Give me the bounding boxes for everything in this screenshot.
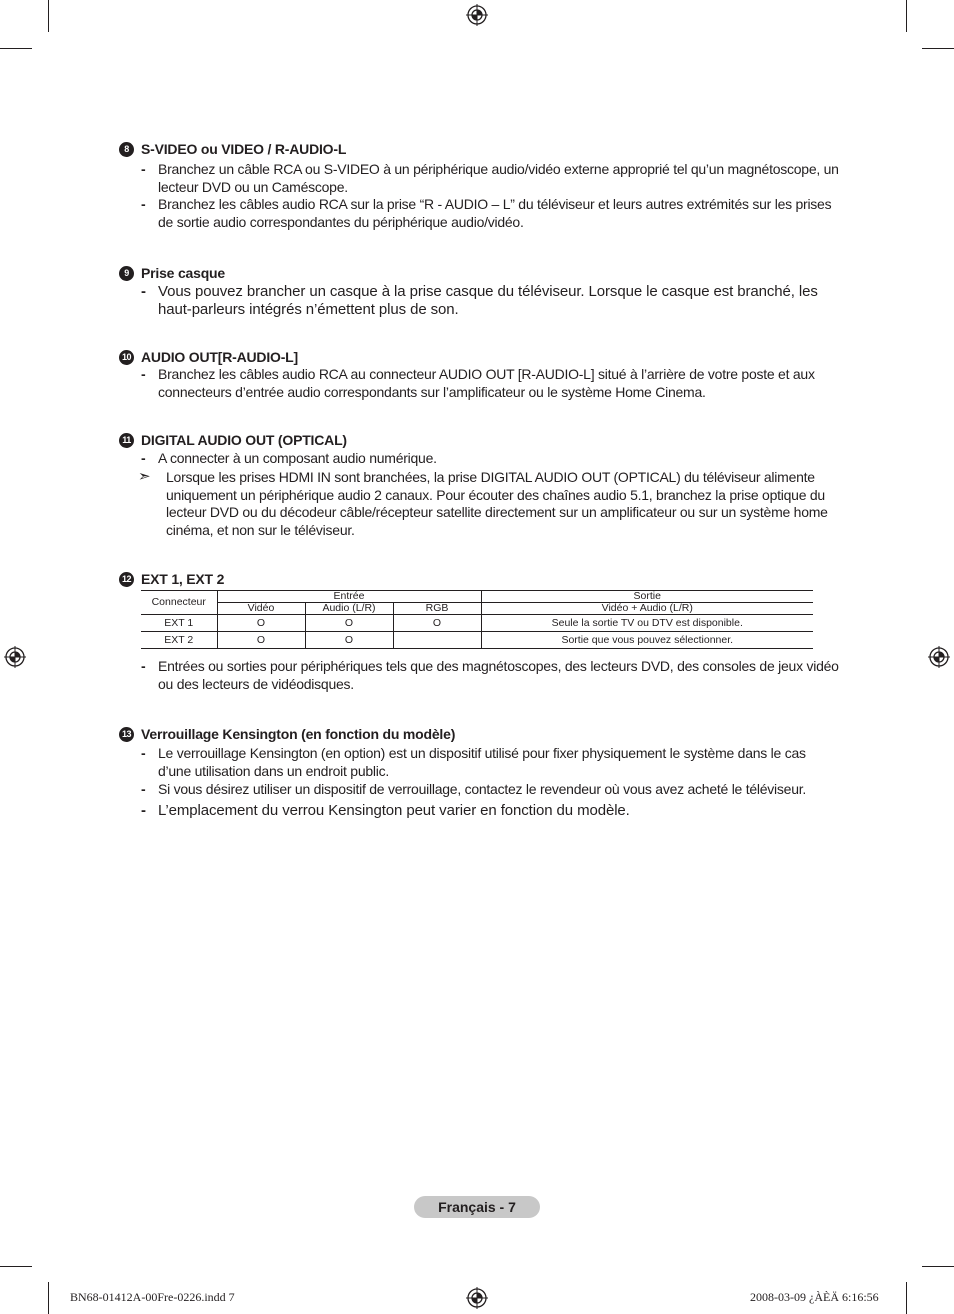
table-header-row <box>141 591 813 603</box>
section-title: Verrouillage Kensington (en fonction du modèle) <box>141 726 456 742</box>
list-item: - Si vous désirez utiliser un dispositif de verrouillage, contactez le revendeur où vous avez acheté le téléviseur. <box>141 781 841 799</box>
note-text: Lorsque les prises HDMI IN sont branchées, la prise DIGITAL AUDIO OUT (OPTICAL) du téléviseur alimente uniquement un périphérique audio 2 canaux. Pour écouter des chaînes audio 5.1, branchez la prise optique du lecteur DVD ou du décodeur câble/récepteur satellite directement sur un amplificateur ou sur un système home cinéma, et non sur le téléviseur. <box>166 469 828 538</box>
table-cell: O <box>305 632 393 649</box>
section-number-badge: 8 <box>119 142 134 157</box>
registration-mark-icon <box>466 4 488 26</box>
list-item: - Branchez les câbles audio RCA au connecteur AUDIO OUT [R-AUDIO-L] situé à l’arrière de votre poste et aux connecteurs d’entrée audio correspondants sur l’amplificateur ou le système Home Cinema. <box>141 366 841 401</box>
section-number-badge: 11 <box>119 433 134 448</box>
list-item-text: Vous pouvez brancher un casque à la prise casque du téléviseur. Lorsque le casque est branché, les haut-parleurs intégrés n’émettent plus de son. <box>158 283 818 318</box>
list-item-text: Si vous désirez utiliser un dispositif de verrouillage, contactez le revendeur où vous avez acheté le téléviseur. <box>158 781 807 797</box>
list-item-text: Entrées ou sorties pour périphériques tels que des magnétoscopes, des lecteurs DVD, des consoles de jeux vidéo ou des lecteurs de vidéodisques. <box>158 658 839 692</box>
section-number-badge: 13 <box>119 727 134 742</box>
table-header-cell: Audio (L/R) <box>305 603 393 615</box>
list-item-text: A connecter à un composant audio numérique. <box>158 450 437 466</box>
list-item: - Vous pouvez brancher un casque à la prise casque du téléviseur. Lorsque le casque est branché, les haut-parleurs intégrés n’émettent plus de son. <box>141 283 841 319</box>
list-item: - Entrées ou sorties pour périphériques tels que des magnétoscopes, des lecteurs DVD, des consoles de jeux vidéo ou des lecteurs de vidéodisques. <box>141 658 841 693</box>
table-header-row <box>141 603 813 615</box>
table-header-cell: Connecteur <box>141 591 217 615</box>
registration-mark-icon <box>466 1287 488 1309</box>
section-title: DIGITAL AUDIO OUT (OPTICAL) <box>141 432 347 448</box>
table-row <box>141 632 813 649</box>
section-number-badge: 12 <box>119 572 134 587</box>
section-number-badge: 10 <box>119 350 134 365</box>
note-arrow-icon: ➣ <box>138 468 151 485</box>
section-heading-kensington <box>119 726 455 742</box>
table-header-cell: Sortie <box>481 591 813 603</box>
crop-mark <box>0 48 32 49</box>
section-number-badge: 9 <box>119 266 134 281</box>
section-heading-prise-casque <box>119 265 225 281</box>
crop-mark <box>906 0 907 32</box>
table-cell: Sortie que vous pouvez sélectionner. <box>481 632 813 649</box>
crop-mark <box>48 0 49 32</box>
slug-filename: BN68-01412A-00Fre-0226.indd 7 <box>70 1290 235 1304</box>
section-heading-s-video <box>119 141 346 157</box>
section-title: S-VIDEO ou VIDEO / R-AUDIO-L <box>141 141 347 157</box>
list-item: - Le verrouillage Kensington (en option) est un dispositif utilisé pour fixer physiquement le système dans le cas d’une utilisation dans un endroit public. <box>141 745 841 780</box>
section-heading-audio-out <box>119 349 298 365</box>
registration-mark-icon <box>928 646 950 668</box>
table-cell: O <box>305 615 393 632</box>
registration-mark-icon <box>4 646 26 668</box>
table-header-cell: Vidéo + Audio (L/R) <box>481 603 813 615</box>
table-header-cell: Vidéo <box>217 603 305 615</box>
list-item: - Branchez les câbles audio RCA sur la prise “R - AUDIO – L” du téléviseur et leurs autres extrémités sur les prises de sortie audio correspondantes du périphérique audio/vidéo. <box>141 196 841 231</box>
table-row <box>141 615 813 632</box>
table-cell: O <box>217 615 305 632</box>
section-title: EXT 1, EXT 2 <box>141 571 225 587</box>
crop-mark <box>906 1282 907 1314</box>
table-header-cell: Entrée <box>217 591 481 603</box>
crop-mark <box>48 1282 49 1314</box>
slug-timestamp: 2008-03-09 ¿ÀÈÄ 6:16:56 <box>750 1290 879 1304</box>
note <box>138 469 838 539</box>
crop-mark <box>0 1266 32 1267</box>
crop-mark <box>922 1266 954 1267</box>
section-title: AUDIO OUT[R-AUDIO-L] <box>141 349 298 365</box>
crop-mark <box>922 48 954 49</box>
list-item: - A connecter à un composant audio numérique. <box>141 450 841 468</box>
table-cell: Seule la sortie TV ou DTV est disponible. <box>481 615 813 632</box>
list-item: - L’emplacement du verrou Kensington peut varier en fonction du modèle. <box>141 802 841 820</box>
list-item-text: Branchez les câbles audio RCA au connecteur AUDIO OUT [R-AUDIO-L] situé à l’arrière de votre poste et aux connecteurs d’entrée audio correspondants sur l’amplificateur ou le système Home Cinema. <box>158 366 815 400</box>
list-item: - Branchez un câble RCA ou S-VIDEO à un périphérique audio/vidéo externe approprié tel qu’un magnétoscope, un lecteur DVD ou un Caméscope. <box>141 161 841 196</box>
table-cell <box>393 632 481 649</box>
list-item-text: Branchez les câbles audio RCA sur la prise “R - AUDIO – L” du téléviseur et leurs autres extrémités sur les prises de sortie audio correspondantes du périphérique audio/vidéo. <box>158 196 832 230</box>
section-heading-ext <box>119 571 224 587</box>
list-item-text: Le verrouillage Kensington (en option) est un dispositif utilisé pour fixer physiquement le système dans le cas d’une utilisation dans un endroit public. <box>158 745 806 779</box>
ext-connector-table <box>141 590 813 649</box>
table-cell: O <box>217 632 305 649</box>
table-header-cell: RGB <box>393 603 481 615</box>
list-item-text: Branchez un câble RCA ou S-VIDEO à un périphérique audio/vidéo externe approprié tel qu’un magnétoscope, un lecteur DVD ou un Caméscope. <box>158 161 839 195</box>
table-cell: O <box>393 615 481 632</box>
page-number-badge: Français - 7 <box>414 1196 540 1218</box>
list-item-text: L’emplacement du verrou Kensington peut varier en fonction du modèle. <box>158 802 630 819</box>
section-title: Prise casque <box>141 265 225 281</box>
section-heading-digital-audio-out <box>119 432 347 448</box>
table-cell: EXT 1 <box>141 615 217 632</box>
table-cell: EXT 2 <box>141 632 217 649</box>
